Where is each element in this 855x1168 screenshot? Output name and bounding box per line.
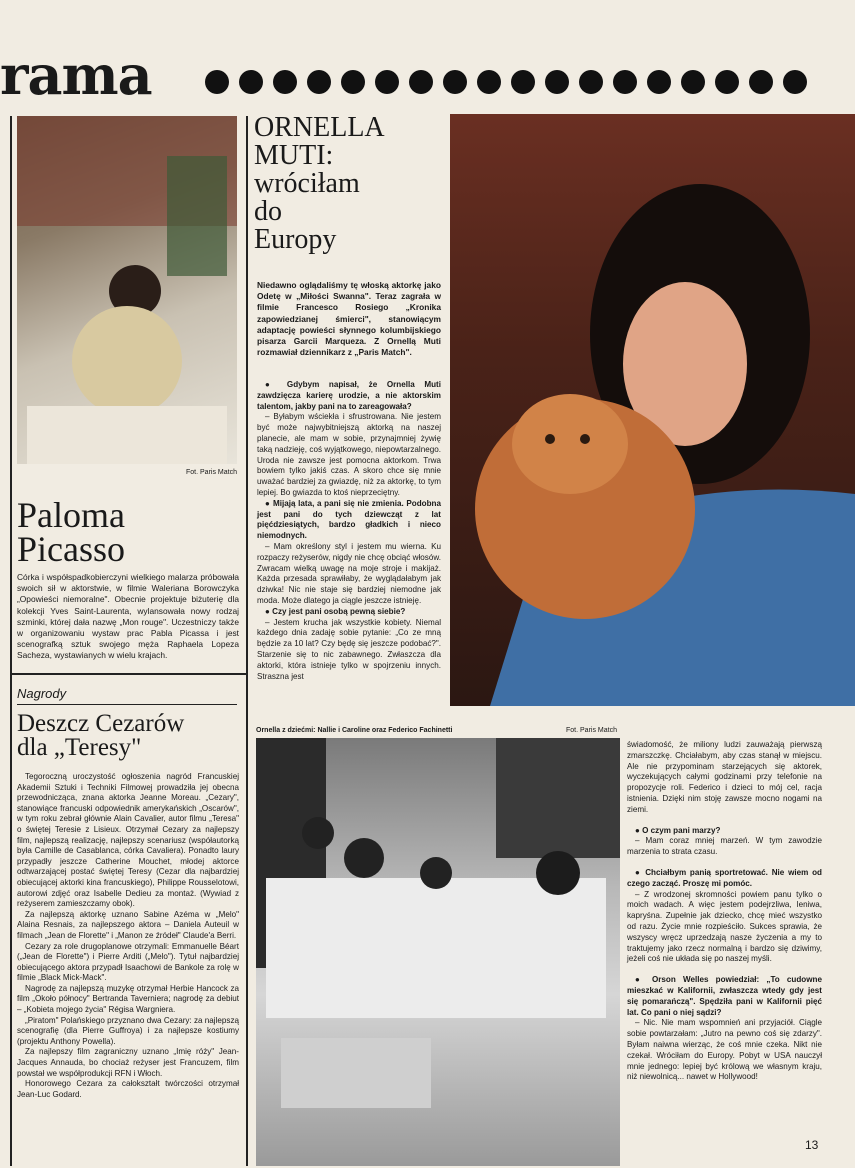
interview-column-2 [627,740,822,1083]
family-photo-credit: Fot. Paris Match [566,727,617,734]
paloma-text: Córka i współspadkobierczyni wielkiego malarza próbowała swoich sił w aktorstwie, w filmie Waleriana Borowczyka „Opowieści niemoralne". Obecnie projektuje biżuterię dla kolekcji Yves Saint-Laurenta, wylansowała nowy rodzaj szminki, której dała nazwę „Mon rouge". Uczestniczy także w organizowaniu wystaw prac Pabla Picassa i jest scenografką sztuk swojego męża Raphaela Lopeza Sacheza, wystawianych w wielu krajach. [17,572,239,661]
awards-body [17,772,239,1100]
awards-paragraph: Tegoroczną uroczystość ogłoszenia nagród Francuskiej Akademii Sztuki i Techniki Filmowej prowadziła jej obecna przewodnicząca, znana aktorka Jeanne Moreau. „Cezary", stanowiące francuski odpowiednik amerykańskich „Oscarów", w tym roku zebrał głównie Alain Cavalier, autor filmu „Teresa" o świętej Teresie z Lisieux. Otrzymał Cezary za najlepszy film, najlepszą realizację, najlepszy scenariusz (współautorką była Camille de Casablanca, córka Cavaliera). Ponadto laury przypadły jeszcze Catherine Mouchet, młodej aktorce odtwarzającej postać świętej Teresy (Cezar dla najbardziej obiecującej aktorki kina francuskiego), Philippe Rousselotowi, autorowi zdjęć oraz Isabelle Dedieu za montaż. (Wywiad z reżyserem zamieszczamy obok). [17,772,239,909]
awards-paragraph: Cezary za role drugoplanowe otrzymali: Emmanuelle Béart („Jean de Florette") i Pierre Arditi („Melo"). Tytuł najbardziej obiecującego aktora przypadł Isaachowi de Bankole za rolę w filmie „Black Mick-Mack". [17,941,239,983]
interview-title-line: Europy [254,224,337,255]
ornella-muti-portrait [450,114,855,706]
paloma-title [17,495,125,570]
left-column-rule [10,116,12,1166]
interview-title-line: do [254,196,282,227]
interview-title [254,114,385,254]
interview-lead: Niedawno oglądaliśmy tę włoską aktorkę jako Odetę w „Miłości Swanna". Teraz zagrała w filmie Francesco Rosiego „Kronika zapowiedzianej śmierci", stanowiącym adaptację powieści słynnego kolumbijskiego pisarza Garcii Marqueza. Z Ornellą Muti rozmawiał dziennikarz z „Paris Match". [257,280,441,358]
family-photo [256,738,620,1166]
interview-title-line: MUTI: [254,140,334,171]
center-column-rule [246,116,248,1166]
awards-title-line2: dla „Teresy" [17,733,142,761]
paloma-photo-credit: Fot. Paris Match [186,469,237,476]
awards-paragraph: Nagrodę za najlepszą muzykę otrzymał Herbie Hancock za film „Około północy" Bertranda Taverniera; nagrodę za debiut – „Kobieta mojego życia" Régisa Wargniera. [17,983,239,1015]
interview-title-line: ORNELLA [254,112,385,143]
interview-column-1 [257,380,441,682]
interview-answer: – Byłabym wściekła i sfrustrowana. Nie jestem być może najwybitniejszą aktorką na naszej planecie, ale mam w sobie, przynajmniej żywię taką nadzieję, coś wyjątkowego, niepowtarzalnego. Uroda nie zawsze jest pomocna aktorkom. Trwa bowiem tylko jakiś czas. A skoro chce się mnie uważać bardziej za gwiazdę, niż za aktorkę, to tym lepiej. Bo gwiazda to ktoś nieprzeciętny. [257,412,441,497]
awards-title-line1: Deszcz Cezarów [17,710,185,737]
interview-answer: – Jestem krucha jak wszystkie kobiety. Niemal każdego dnia zadaję sobie pytanie: „Co ze mną będzie za 10 lat? Czy będę się jeszcze podobać?". Starzenie się to nic zabawnego. Zwłaszcza dla aktorki, która istnieje tylko w spojrzeniu innych. Straszna jest [257,617,441,681]
interview-continuation: świadomość, że miliony ludzi zauważają pierwszą zmarszczkę. Chciałabym, aby czas stanął w miejscu. Ale nie przypominam starzejących się aktorek, wyczekujących całymi godzinami przy telefonie na propozycje roli. Federico i dzieci to mój cel, racja istnienia. Dzięki nim stoję zawsze mocno nogami na ziemi. [627,740,822,814]
interview-answer: – Z wrodzonej skromności powiem panu tylko o moich wadach. A więc jestem podejrzliwa, leniwa, kapryśna. Zupełnie jak dziecko, chcę mieć wszystko od razu. Życie mnie rozpieściło. Sukces sprawia, że wszyscy wręcz uprzedzają nasze życzenia a my to traktujemy jako rzecz normalną i bardzo się dziwimy, jeżeli coś nie układa się po naszej myśli. [627,889,822,964]
awards-paragraph: „Piratom" Polańskiego przyznano dwa Cezary: za najlepszą scenografię (dla Pierre Guffroya) i za najlepsze kostiumy (projektu Anthony Powella). [17,1015,239,1046]
family-photo-illustration [256,738,620,1166]
awards-underline [17,704,237,705]
interview-answer: – Mam coraz mniej marzeń. W tym zawodzie marzenia to strata czasu. [627,836,822,857]
interview-question: ● O czym pani marzy? [635,825,721,835]
paloma-title-line1: Paloma [17,495,125,535]
awards-paragraph: Za najlepszy film zagraniczny uznano „Imię róży" Jean-Jacques Annauda, bo chociaż reżyser jest Francuzem, film powstał we współprodukcji RFN i Włoch. [17,1047,239,1078]
paloma-title-line2: Picasso [17,529,125,570]
paloma-photo-illustration [17,116,237,464]
interview-title-line: wróciłam [254,168,360,199]
interview-question: ● Gdybym napisał, że Ornella Muti zawdzięcza karierę urodzie, a nie aktorskim talentom, jakby pani na to zareagowała? [257,380,441,411]
masthead-title: rama [0,43,152,107]
section-divider [10,673,246,675]
awards-paragraph: Za najlepszą aktorkę uznano Sabine Azéma w „Melo" Alaina Resnais, za najlepszego aktora – Daniela Auteuil w filmach „Jean de Florette" i „Manon ze źródeł" Claude'a Berri. [17,909,239,940]
interview-question: ● Mijają lata, a pani się nie zmienia. Podobna jest pani do tych dziewcząt z lat pięćdziesiątych, bardzo gładkich i nieco niemodnych. [257,498,441,541]
awards-paragraph: Honorowego Cezara za całokształt twórczości otrzymał Jean-Luc Godard. [17,1079,239,1099]
ornella-portrait-illustration [450,114,855,706]
page-number: 13 [805,1138,819,1152]
interview-question: ● Orson Welles powiedział: „To cudowne mieszkać w Kalifornii, zwłaszcza wtedy gdy jest się pomarańczą". Spędziła pani w Kalifornii pięć lat. Co pani o niej sądzi? [627,975,822,1017]
awards-title [17,712,184,760]
family-photo-caption: Ornella z dziećmi: Nallie i Caroline oraz Federico Fachinetti [256,727,453,734]
interview-question: ● Chciałbym panią sportretować. Nie wiem od czego zacząć. Proszę mi pomóc. [627,867,822,888]
paloma-picasso-photo [17,116,237,464]
interview-question: ● Czy jest pani osobą pewną siebie? [265,606,406,616]
interview-answer: – Nic. Nie mam wspomnień ani przyjaciół. Ciągle sobie powtarzałam: „Jutro na pewno coś się zdarzy". Byłam naiwna wierząc, że coś mnie czeka. Nikt nie czekał. Wróciłam do Europy. Pobyt w USA nauczył mnie jednego: lepiej być królową we własnym kraju, niż niewolnicą... nawet w Hollywood! [627,1018,822,1082]
masthead-dots [205,70,807,94]
awards-section-label: Nagrody [17,686,67,701]
interview-answer: – Mam określony styl i jestem mu wierna. Ku rozpaczy reżyserów, nigdy nie chcę obciąć włosów. Zwracam wielką uwagę na moje stroje i makijaż. Każda przesada sprawiłaby, że wyglądałabym jak dziwka! Nic nie staje się bardziej niemodne jak moda. Może dlatego ja ciągle jeszcze istnieję. [257,541,441,605]
